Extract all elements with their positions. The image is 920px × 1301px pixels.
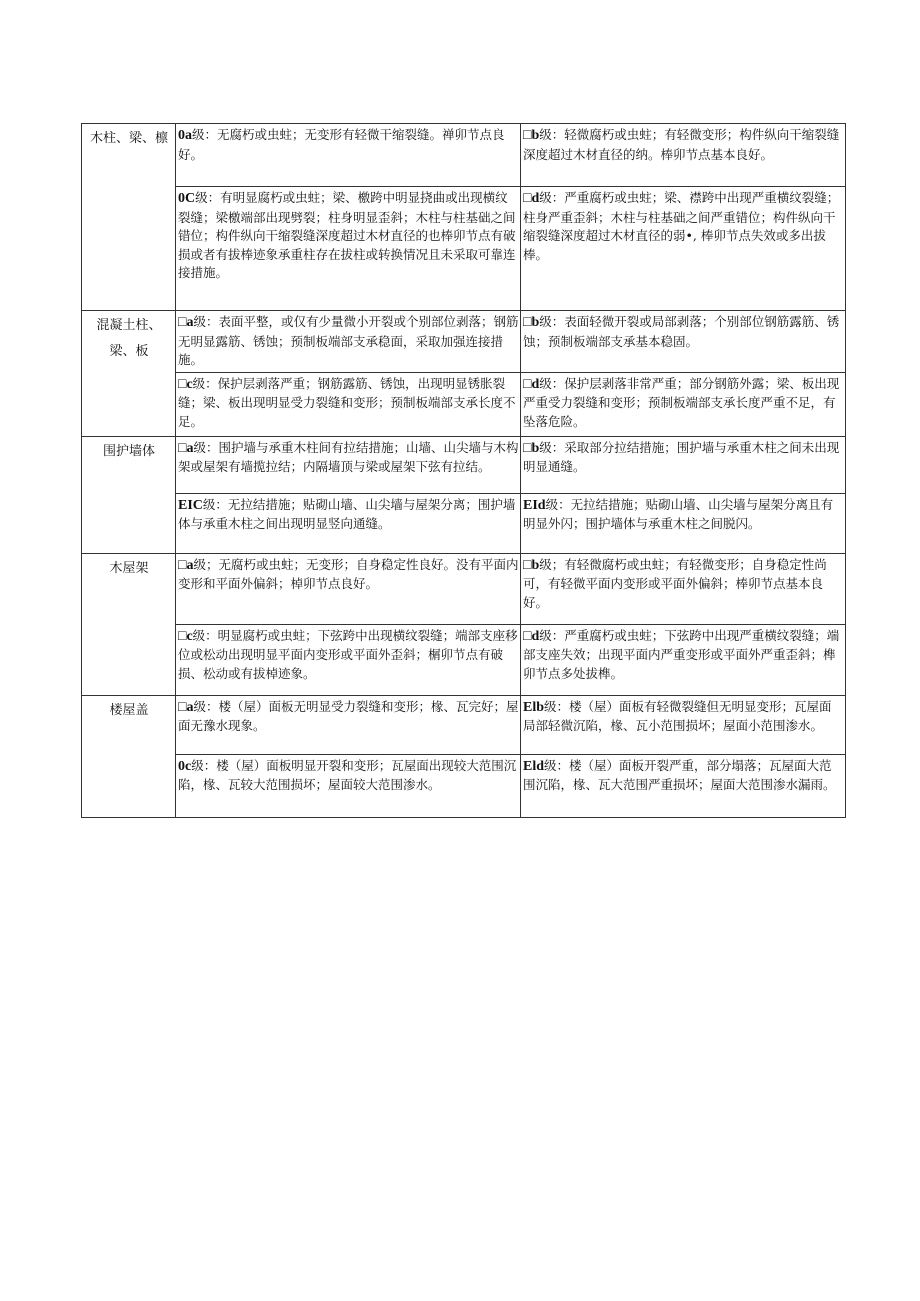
grade-description: 级：无腐朽或虫蛀；无变形有轻微干缩裂缝。禅卯节点良好。	[178, 127, 505, 162]
table-row	[82, 311, 846, 373]
grade-cell	[176, 372, 521, 436]
category-cell	[82, 553, 176, 695]
grade-code: □b	[523, 315, 540, 330]
category-label: 木柱、梁、檩	[89, 131, 168, 146]
grade-code: □d	[523, 376, 540, 392]
grade-code: 0a	[178, 128, 192, 143]
grade-cell	[176, 624, 521, 695]
grade-description: 级；有轻微腐朽或虫蛀；有轻微变形；自身稳定性尚可，有轻微平面内变形或平面外偏斜；棒卯节点基本良好。	[523, 556, 827, 610]
grade-code: □c	[178, 376, 193, 392]
category-label: 围护墙体	[102, 443, 155, 459]
grade-code: □a	[178, 440, 194, 456]
grade-code: □c	[178, 628, 193, 644]
grade-cell	[521, 695, 846, 754]
grade-code: □a	[178, 699, 194, 715]
grade-cell	[176, 187, 521, 311]
grade-cell	[176, 493, 521, 553]
category-cell	[82, 124, 176, 311]
category-cell	[82, 436, 176, 553]
grade-code: Eld	[523, 758, 545, 774]
category-cell	[82, 695, 176, 817]
grade-description: 级；无腐朽或虫蛀；无变形；自身稳定性良好。没有平面内变形和平面外偏斜；棹卯节点良好。	[178, 556, 519, 591]
grade-code: □a	[178, 315, 194, 330]
grade-cell	[521, 493, 846, 553]
grade-code: □b	[523, 128, 540, 143]
grade-cell	[521, 187, 846, 311]
grade-cell	[521, 372, 846, 436]
table-row	[82, 695, 846, 754]
table-row	[82, 624, 846, 695]
grade-description: 级：明显腐朽或虫蛀；下弦跨中出现横纹裂缝；端部支座移位或松动出现明显平面内变形或平面外歪斜；榍卯节点有破损、松动或有拔棹迹象。	[178, 627, 518, 681]
grade-cell	[176, 311, 521, 373]
grade-code: 0C	[178, 191, 196, 206]
category-label: 混凝土柱、梁、板	[96, 318, 162, 359]
grade-cell	[176, 124, 521, 187]
grade-description: 级：楼（屋）面板开裂严重，部分塌落；瓦屋面大范围沉陷，椽、瓦大范围严重损坏；屋面大范围渗水漏雨。	[523, 757, 836, 792]
table-row	[82, 124, 846, 187]
grade-code: 0c	[178, 758, 192, 774]
grade-cell	[176, 695, 521, 754]
grade-cell	[176, 553, 521, 624]
grade-description: 级：严重腐朽或虫蛀；梁、襟跨中出现严重横纹裂缝；柱身严重歪斜；木柱与柱基础之间严重错位；构件纵向干缩裂缝深度超过木材直径的弱•, 棒卯节点失效或多出拔棒。	[523, 190, 840, 262]
grade-description: 级：保护层剥落严重；钢筋露筋、锈蚀，出现明显锈胀裂缝；梁、板出现明显受力裂缝和变形；预制板端部支承长度不足。	[178, 375, 516, 429]
grade-cell	[521, 553, 846, 624]
grade-description: 级：严重腐朽或虫蛀；下弦跨中出现严重横纹裂缝；端部支座失效；出现平面内严重变形或平面外严重歪斜；榫卯节点多处拔榫。	[523, 627, 840, 681]
category-label: 楼屋盖	[109, 702, 149, 718]
grade-description: 级：楼（屋）面板明显开裂和变形；瓦屋面出现较大范围沉陷，椽、瓦较大范围损坏；屋面较大范围渗水。	[178, 757, 517, 792]
grade-description: 级：无拉结措施；贴砌山墙、山尖墙与屋架分离；围护墙体与承重木柱之间出现明显竖向通缝。	[178, 496, 516, 531]
grade-description: 级：楼（屋）面板有轻微裂缝但无明显变形；瓦屋面局部轻微沉陷，椽、瓦小范围损坏；屋面小范围渗水。	[523, 698, 832, 733]
table-row	[82, 372, 846, 436]
grade-description: 级：轻微腐朽或虫蛀；有轻微变形；构件纵向干缩裂缝深度超过木材直径的纳。棒卯节点基本良好。	[523, 127, 840, 162]
grade-code: □b	[523, 440, 540, 456]
table-row	[82, 187, 846, 311]
table-row	[82, 754, 846, 817]
grade-code: □d	[523, 191, 540, 206]
grade-description: 级：表面平整，或仅有少量微小开裂或个别部位剥落；钢筋无明显露筋、锈蚀；预制板端部支承稳面，采取加强连接措施。	[178, 314, 519, 367]
grade-description: 级：有明显腐朽或虫蛀；梁、檄跨中明显挠曲或出现横纹裂缝；梁檄端部出现劈裂；柱身明显歪斜；木柱与柱基础之间错位；构件纵向干缩裂缝深度超过木材直径的也棒卯节点有破损或者有拔棒迹象承重柱存在拔柱或转换情况且未采取可靠连接措施。	[178, 190, 516, 280]
table-row	[82, 436, 846, 493]
grade-cell	[521, 436, 846, 493]
grade-code: □d	[523, 628, 540, 644]
grade-code: □b	[523, 557, 540, 573]
condition-grade-table	[81, 123, 846, 818]
table-row	[82, 553, 846, 624]
table-row	[82, 493, 846, 553]
grade-code: □a	[178, 557, 194, 573]
grade-code: EId	[523, 497, 546, 513]
grade-description: 级：表面轻微开裂或局部剥落；个别部位钢筋露筋、锈蚀；预制板端部支承基本稳固。	[523, 314, 840, 349]
grade-cell	[176, 754, 521, 817]
category-label: 木屋架	[109, 560, 149, 576]
grade-cell	[521, 624, 846, 695]
grade-description: 级：保护层剥落非常严重；部分钢筋外露；梁、板出现严重受力裂缝和变形；预制板端部支承长度严重不足，有坠落危险。	[523, 375, 840, 429]
grade-cell	[521, 754, 846, 817]
grade-description: 级：采取部分拉结措施；围护墙与承重木柱之间未出现明显通缝。	[523, 439, 840, 474]
grade-cell	[521, 124, 846, 187]
grade-cell	[176, 436, 521, 493]
grade-description: 级：无拉结措施；贴砌山墙、山尖墙与屋架分离且有明显外闪；围护墙体与承重木柱之间脱闪。	[523, 496, 834, 531]
grade-description: 级：楼（屋）面板无明显受力裂缝和变形；椽、瓦完好；屋面无豫水现象。	[178, 698, 519, 733]
grade-code: Elb	[523, 699, 545, 715]
grade-cell	[521, 311, 846, 373]
category-cell	[82, 311, 176, 437]
grade-code: EIC	[178, 497, 203, 513]
grade-description: 级：围护墙与承重木柱间有拉结措施；山墙、山尖墙与木构架或屋架有墙揽拉结；内隔墙顶与梁或屋架下弦有拉结。	[178, 439, 519, 474]
